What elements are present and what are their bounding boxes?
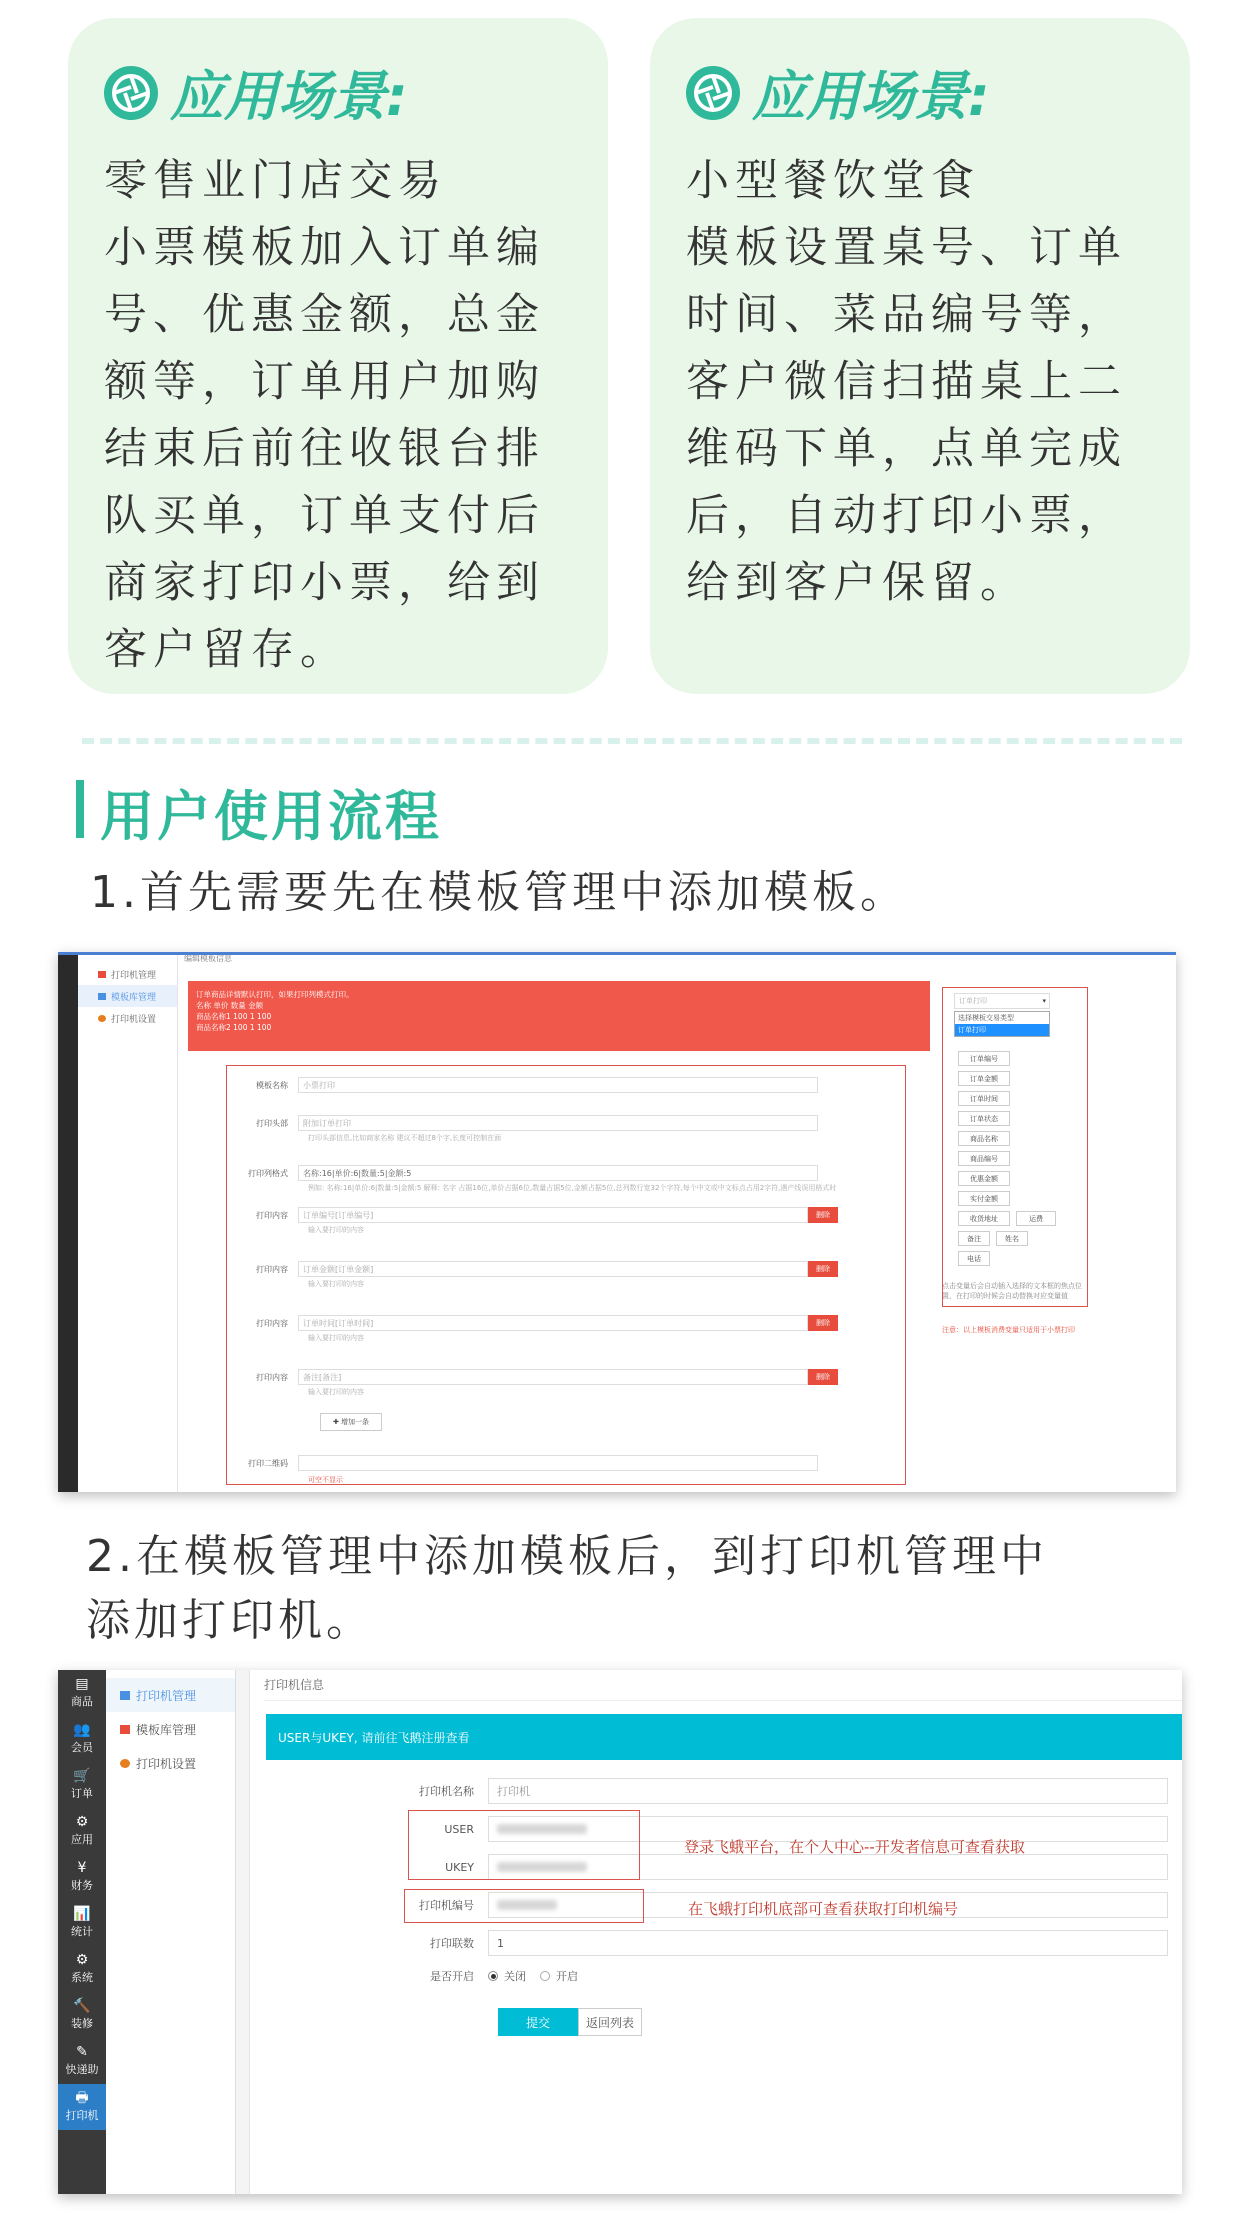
- field-label: 是否开启: [430, 1970, 474, 1983]
- nav-label: 商品: [71, 1695, 93, 1708]
- printer-icon: 🖶: [75, 2090, 89, 2106]
- content-row: [218, 1207, 838, 1223]
- scenario-line: 商家打印小票，给到: [104, 558, 545, 608]
- scenario-title: [104, 54, 408, 131]
- enable-row: [378, 1968, 578, 1984]
- receipt-preview: [188, 981, 930, 1051]
- sidebar-item-label: 打印机设置: [136, 1756, 197, 1771]
- variable-button[interactable]: 电话: [958, 1251, 990, 1266]
- scenario-line: 客户留存。: [104, 625, 349, 675]
- header-input[interactable]: 附加订单打印: [298, 1115, 818, 1131]
- delete-button[interactable]: 删除: [808, 1207, 838, 1223]
- annotation-sn: 在飞蛾打印机底部可查看获取打印机编号: [688, 1900, 959, 1918]
- content-input[interactable]: 备注[备注]: [298, 1369, 808, 1385]
- scenario-body: [686, 148, 1166, 617]
- nav-label: 装修: [71, 2017, 93, 2030]
- sidebar-item-label: 打印机管理: [111, 970, 157, 981]
- printer-submenu: [106, 1670, 236, 2194]
- radio-on[interactable]: [540, 1971, 550, 1981]
- variable-button[interactable]: 优惠金额: [958, 1171, 1010, 1186]
- dashed-divider: [82, 738, 1182, 744]
- breadcrumb: 打印机信息: [264, 1678, 325, 1692]
- qrcode-row: [218, 1455, 818, 1471]
- sidebar-item-label: 模板库管理: [111, 992, 157, 1003]
- field-hint: 输入要打印的内容: [308, 1388, 364, 1396]
- variable-button[interactable]: 实付金额: [958, 1191, 1010, 1206]
- printer-form-screenshot: [58, 1670, 1182, 2194]
- scenario-line: 维码下单，点单完成: [686, 424, 1127, 474]
- template-name-row: [218, 1077, 818, 1093]
- sidebar-item-printer-settings[interactable]: [106, 1746, 235, 1780]
- nav-label: 应用: [71, 1833, 93, 1846]
- scenario-title-text: 应用场景:: [752, 65, 990, 128]
- nav-express[interactable]: [58, 2038, 106, 2084]
- field-hint: 例如: 名称:16|单价:6|数量:5|金额:5 解释: 名字 占据16位,单价占据6位,数量占据5位,金额占据5位,总列数行宽32个字符,每个中文或中文标点占用2字符,遇产线误用格式时: [308, 1184, 837, 1192]
- variable-warning: 注意：以上模板消费变量只适用于小票打印: [942, 1326, 1075, 1334]
- nav-label: 财务: [71, 1879, 93, 1892]
- gear-icon: [98, 1015, 106, 1022]
- annotation-user-ukey: 登录飞蛾平台，在个人中心--开发者信息可查看获取: [684, 1838, 1025, 1856]
- radio-label: 开启: [556, 1970, 578, 1983]
- template-sidebar: [78, 955, 178, 1492]
- highlight-box-sn: [404, 1889, 644, 1923]
- field-label: 打印头部: [256, 1118, 288, 1128]
- field-label: 打印机编号: [419, 1899, 474, 1912]
- variable-button[interactable]: 订单金额: [958, 1071, 1010, 1086]
- variable-button[interactable]: 订单时间: [958, 1091, 1010, 1106]
- field-hint: 可空不显示: [308, 1476, 343, 1484]
- content-row: [218, 1261, 838, 1277]
- main-nav: [58, 1670, 106, 2194]
- sidebar-item-label: 打印机设置: [111, 1014, 157, 1025]
- field-label: 打印内容: [256, 1318, 288, 1328]
- printer-name-row: [378, 1778, 1168, 1804]
- nav-stats[interactable]: [58, 1900, 106, 1946]
- field-label: 打印内容: [256, 1264, 288, 1274]
- step-2-text-line1: 2.在模板管理中添加模板后，到打印机管理中: [86, 1531, 1048, 1582]
- nav-label: 会员: [71, 1741, 93, 1754]
- section-title: 用户使用流程: [100, 785, 442, 848]
- field-label: 打印联数: [430, 1937, 474, 1950]
- section-bar: [76, 780, 84, 838]
- variable-button[interactable]: 订单编号: [958, 1051, 1010, 1066]
- edit-icon: ✎: [76, 2044, 88, 2060]
- nav-members[interactable]: [58, 1716, 106, 1762]
- nav-printer[interactable]: [58, 2084, 106, 2130]
- field-label: USER: [444, 1822, 474, 1836]
- sidebar-item-label: 模板库管理: [136, 1722, 197, 1737]
- nav-apps[interactable]: [58, 1808, 106, 1854]
- nav-decorate[interactable]: [58, 1992, 106, 2038]
- cart-icon: 🛒: [73, 1768, 91, 1784]
- delete-button[interactable]: 删除: [808, 1261, 838, 1277]
- variable-button[interactable]: 商品名称: [958, 1131, 1010, 1146]
- submit-button[interactable]: 提交: [498, 2008, 578, 2036]
- scenario-line: 小型餐饮堂食: [686, 156, 980, 206]
- add-line-button[interactable]: ✚ 增加一条: [320, 1413, 382, 1431]
- scenario-line: 额等，订单用户加购: [104, 357, 545, 407]
- nav-label: 系统: [71, 1971, 93, 1984]
- radio-label: 关闭: [504, 1970, 526, 1983]
- nav-label: 快递助: [65, 2063, 99, 2076]
- breadcrumb: 编辑模板信息: [184, 954, 232, 963]
- sidebar-item-template-manage[interactable]: [106, 1712, 235, 1746]
- aperture-icon: [104, 66, 158, 120]
- scenario-card-retail: [68, 18, 608, 694]
- variable-button[interactable]: 运费: [1016, 1211, 1056, 1226]
- preview-line: 订单商品详情默认打印，如果打印列模式打印。: [196, 990, 354, 999]
- field-hint: 输入要打印的内容: [308, 1334, 364, 1342]
- step-1-text: 1.首先需要先在模板管理中添加模板。: [90, 867, 908, 918]
- field-hint: 输入要打印的内容: [308, 1226, 364, 1234]
- goods-icon: ▤: [75, 1676, 89, 1692]
- chevron-down-icon: ▾: [1042, 997, 1046, 1005]
- field-label: 打印二维码: [248, 1458, 288, 1468]
- sidebar-item-printer-manage[interactable]: [78, 963, 177, 985]
- step-2-text-line2: 添加打印机。: [86, 1595, 374, 1646]
- variable-button[interactable]: 商品编号: [958, 1151, 1010, 1166]
- variable-note: 点击变量后会自动插入选择的文本框的焦点位置，在打印的时候会自动替换对应变量值: [942, 1282, 1082, 1300]
- hammer-icon: 🔨: [73, 1998, 91, 2014]
- members-icon: 👥: [73, 1722, 91, 1738]
- scenario-line: 队买单，订单支付后: [104, 491, 545, 541]
- field-hint: 打印头部信息,比如商家名称 建议不超过8个字,长度可控制在面: [308, 1134, 502, 1142]
- nav-finance[interactable]: [58, 1854, 106, 1900]
- enable-radio-group: [488, 1968, 578, 1984]
- header-row: [218, 1115, 818, 1131]
- scenario-line: 给到客户保留。: [686, 558, 1029, 608]
- variable-button[interactable]: 姓名: [996, 1231, 1028, 1246]
- nav-label: 打印机: [65, 2109, 99, 2122]
- sidebar-item-label: 打印机管理: [136, 1688, 197, 1703]
- select-dropdown: [954, 1011, 1050, 1037]
- highlight-box-user-ukey: [408, 1810, 640, 1880]
- content-input[interactable]: 订单时间[订单时间]: [298, 1315, 808, 1331]
- scenario-line: 号、优惠金额，总金: [104, 290, 545, 340]
- preview-line: 商品名称1 100 1 100: [196, 1012, 272, 1021]
- field-label: 打印机名称: [419, 1785, 474, 1798]
- content-input[interactable]: 订单编号[订单编号]: [298, 1207, 808, 1223]
- print-count-row: [378, 1930, 1168, 1956]
- delete-button[interactable]: 删除: [808, 1369, 838, 1385]
- column-format-input[interactable]: 名称:16|单价:6|数量:5|金额:5: [298, 1165, 818, 1181]
- scenario-line: 时间、菜品编号等，: [686, 290, 1127, 340]
- nav-goods[interactable]: [58, 1670, 106, 1716]
- yen-icon: ¥: [77, 1860, 87, 1876]
- variable-button[interactable]: 订单状态: [958, 1111, 1010, 1126]
- column-format-row: [218, 1165, 818, 1181]
- delete-button[interactable]: 删除: [808, 1315, 838, 1331]
- select-value: 订单打印: [959, 997, 987, 1005]
- content-row: [218, 1369, 838, 1385]
- field-label: 打印内容: [256, 1210, 288, 1220]
- breadcrumb-divider: [264, 1700, 1182, 1701]
- preview-line: 商品名称2 100 1 100: [196, 1023, 272, 1032]
- list-icon: [98, 971, 106, 978]
- sidebar-item-printer-settings[interactable]: [78, 1007, 177, 1029]
- select-option[interactable]: 订单打印: [955, 1024, 1049, 1036]
- back-to-list-button[interactable]: 返回列表: [578, 2008, 642, 2036]
- list-icon: [120, 1691, 130, 1700]
- nav-label: 订单: [71, 1787, 93, 1800]
- scenario-title: [686, 54, 990, 131]
- field-label: UKEY: [445, 1860, 474, 1874]
- content-input[interactable]: 订单金额[订单金额]: [298, 1261, 808, 1277]
- field-label: 打印列格式: [248, 1168, 288, 1178]
- variable-button[interactable]: 收货地址: [958, 1211, 1010, 1226]
- variable-button[interactable]: 备注: [958, 1231, 990, 1246]
- content-row: [218, 1315, 838, 1331]
- trade-type-select[interactable]: [954, 993, 1050, 1009]
- scenario-line: 小票模板加入订单编: [104, 223, 545, 273]
- scenario-body: [104, 148, 584, 684]
- print-count-input[interactable]: 1: [488, 1930, 1168, 1956]
- nav-label: 统计: [71, 1925, 93, 1938]
- printer-name-input[interactable]: 打印机: [488, 1778, 1168, 1804]
- nav-orders[interactable]: [58, 1762, 106, 1808]
- scenario-line: 后，自动打印小票，: [686, 491, 1127, 541]
- scenario-title-text: 应用场景:: [170, 65, 408, 128]
- preview-line: 名称 单价 数量 金额: [196, 1001, 264, 1010]
- apps-icon: ⚙: [75, 1814, 89, 1830]
- sidebar-item-printer-manage[interactable]: [106, 1678, 235, 1712]
- scenario-line: 客户微信扫描桌上二: [686, 357, 1127, 407]
- scenario-line: 模板设置桌号、订单: [686, 223, 1127, 273]
- scenario-line: 零售业门店交易: [104, 156, 447, 206]
- field-label: 打印内容: [256, 1372, 288, 1382]
- info-banner: USER与UKEY, 请前往飞鹅注册查看: [266, 1714, 1182, 1760]
- list-icon: [98, 993, 106, 1000]
- list-icon: [120, 1725, 130, 1734]
- aperture-icon: [686, 66, 740, 120]
- radio-dot: [491, 1974, 496, 1979]
- field-label: 模板名称: [256, 1080, 288, 1090]
- scenario-card-restaurant: [650, 18, 1190, 694]
- template-name-input[interactable]: 小票打印: [298, 1077, 818, 1093]
- gear-icon: [120, 1759, 130, 1768]
- select-option[interactable]: 选择模板交易类型: [958, 1014, 1014, 1022]
- scenario-line: 结束后前往收银台排: [104, 424, 545, 474]
- nav-system[interactable]: [58, 1946, 106, 1992]
- chart-icon: 📊: [73, 1906, 91, 1922]
- field-hint: 输入要打印的内容: [308, 1280, 364, 1288]
- gear-icon: ⚙: [75, 1952, 89, 1968]
- qrcode-input[interactable]: [298, 1455, 818, 1471]
- template-editor-screenshot: [58, 952, 1176, 1492]
- scrollbar[interactable]: [236, 1670, 250, 2194]
- dark-rail: [58, 955, 78, 1492]
- sidebar-item-template-manage[interactable]: [78, 985, 177, 1007]
- radio-off[interactable]: [488, 1971, 498, 1981]
